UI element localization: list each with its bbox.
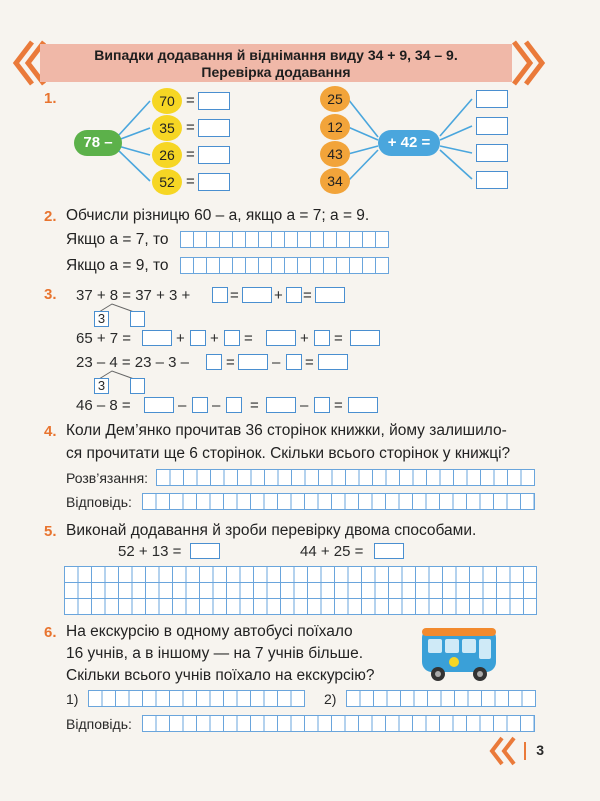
task-2-row1-label: Якщо a = 7, то bbox=[66, 231, 169, 248]
page-number-arrows bbox=[488, 736, 526, 766]
header-title-line2: Перевірка додавання bbox=[201, 64, 351, 80]
eq-sign: = bbox=[250, 397, 259, 414]
subtrahend-circle: 26 bbox=[152, 142, 182, 168]
task-5-grid[interactable] bbox=[64, 566, 537, 615]
task-5-text: Виконай додавання й зроби перевірку двома способами. bbox=[66, 522, 477, 539]
task-3-line3: 23 – 4 = 23 – 3 – bbox=[76, 354, 190, 371]
answer-grid[interactable] bbox=[142, 715, 535, 732]
page-number: 3 bbox=[536, 742, 544, 758]
task-3-line2: 65 + 7 = bbox=[76, 330, 132, 347]
answer-label: Відповідь: bbox=[66, 494, 132, 510]
answer-grid[interactable] bbox=[142, 493, 535, 510]
answer-box[interactable] bbox=[350, 330, 380, 346]
answer-box[interactable] bbox=[286, 354, 302, 370]
minus-sign: – bbox=[178, 397, 187, 414]
answer-box[interactable] bbox=[348, 397, 378, 413]
plus-sign: + bbox=[300, 330, 309, 347]
answer-box[interactable] bbox=[144, 397, 174, 413]
addend-circle: 12 bbox=[320, 114, 350, 140]
answer-box[interactable] bbox=[142, 330, 172, 346]
task-3-number: 3. bbox=[44, 286, 57, 303]
eq-sign: = bbox=[186, 146, 195, 163]
part-2-grid[interactable] bbox=[346, 690, 536, 707]
answer-box[interactable] bbox=[476, 117, 508, 135]
task-2-text: Обчисли різницю 60 – a, якщо a = 7; a = 9. bbox=[66, 207, 370, 224]
page-number-divider bbox=[524, 742, 526, 760]
part-2-label: 2) bbox=[324, 691, 337, 707]
answer-box[interactable] bbox=[286, 287, 302, 303]
answer-box[interactable] bbox=[226, 397, 242, 413]
part-1-grid[interactable] bbox=[88, 690, 305, 707]
answer-box[interactable] bbox=[314, 397, 330, 413]
answer-box[interactable] bbox=[242, 287, 272, 303]
solution-grid[interactable] bbox=[156, 469, 535, 486]
task-2-row2-grid[interactable] bbox=[180, 257, 389, 274]
add-42-pill: + 42 = bbox=[378, 130, 440, 156]
split-box[interactable] bbox=[130, 311, 145, 327]
task-6-text-line2: 16 учнів, а в іншому — на 7 учнів більше. bbox=[66, 645, 364, 662]
task-2-row1-grid[interactable] bbox=[180, 231, 389, 248]
eq-sign: = bbox=[305, 354, 314, 371]
answer-box[interactable] bbox=[476, 144, 508, 162]
solution-label: Розв’язання: bbox=[66, 470, 149, 486]
plus-sign: + bbox=[210, 330, 219, 347]
task-1-arrows bbox=[0, 0, 600, 200]
task-6-text-line1: На екскурсію в одному автобусі поїхало bbox=[66, 623, 353, 640]
eq-sign: = bbox=[334, 330, 343, 347]
task-1-number: 1. bbox=[44, 90, 57, 107]
answer-box[interactable] bbox=[190, 543, 220, 559]
task-2-row2-label: Якщо a = 9, то bbox=[66, 257, 169, 274]
task-5-expr1: 52 + 13 = bbox=[118, 543, 182, 560]
minuend-pill: 78 – bbox=[74, 130, 122, 156]
answer-box[interactable] bbox=[476, 171, 508, 189]
split-box[interactable] bbox=[130, 378, 145, 394]
minus-sign: – bbox=[212, 397, 221, 414]
answer-box[interactable] bbox=[198, 146, 230, 164]
eq-sign: = bbox=[244, 330, 253, 347]
answer-box[interactable] bbox=[206, 354, 222, 370]
eq-sign: = bbox=[186, 92, 195, 109]
answer-box[interactable] bbox=[318, 354, 348, 370]
task-3-line1: 37 + 8 = 37 + 3 + bbox=[76, 287, 191, 304]
answer-box[interactable] bbox=[192, 397, 208, 413]
task-4-text-line2: ся прочитати ще 6 сторінок. Скільки всього сторінок у книжці? bbox=[66, 445, 511, 462]
answer-box[interactable] bbox=[224, 330, 240, 346]
answer-box[interactable] bbox=[238, 354, 268, 370]
answer-box[interactable] bbox=[212, 287, 228, 303]
plus-sign: + bbox=[176, 330, 185, 347]
eq-sign: = bbox=[303, 287, 312, 304]
answer-box[interactable] bbox=[315, 287, 345, 303]
subtrahend-circle: 52 bbox=[152, 169, 182, 195]
answer-label: Відповідь: bbox=[66, 716, 132, 732]
answer-box[interactable] bbox=[198, 92, 230, 110]
bus-illustration bbox=[418, 622, 500, 684]
task-5-number: 5. bbox=[44, 523, 57, 540]
answer-box[interactable] bbox=[374, 543, 404, 559]
subtrahend-circle: 35 bbox=[152, 115, 182, 141]
minus-sign: – bbox=[272, 354, 281, 371]
task-4-number: 4. bbox=[44, 423, 57, 440]
task-4-text-line1: Коли Дем’янко прочитав 36 сторінок книжки, йому залишило- bbox=[66, 422, 507, 439]
plus-sign: + bbox=[274, 287, 283, 304]
addend-circle: 43 bbox=[320, 141, 350, 167]
task-6-number: 6. bbox=[44, 624, 57, 641]
answer-box[interactable] bbox=[198, 173, 230, 191]
answer-box[interactable] bbox=[314, 330, 330, 346]
eq-sign: = bbox=[334, 397, 343, 414]
task-2-number: 2. bbox=[44, 208, 57, 225]
task-3-line4: 46 – 8 = bbox=[76, 397, 131, 414]
addend-circle: 25 bbox=[320, 86, 350, 112]
task-6-text-line3: Скільки всього учнів поїхало на екскурсію? bbox=[66, 667, 375, 684]
eq-sign: = bbox=[186, 173, 195, 190]
header-title-line1: Випадки додавання й віднімання виду 34 + 9, 34 – 9. bbox=[94, 47, 458, 63]
addend-circle: 34 bbox=[320, 168, 350, 194]
subtrahend-circle: 70 bbox=[152, 88, 182, 114]
answer-box[interactable] bbox=[198, 119, 230, 137]
answer-box[interactable] bbox=[476, 90, 508, 108]
answer-box[interactable] bbox=[266, 330, 296, 346]
split-box-filled: 3 bbox=[94, 378, 109, 394]
task-5-expr2: 44 + 25 = bbox=[300, 543, 364, 560]
minus-sign: – bbox=[300, 397, 309, 414]
answer-box[interactable] bbox=[266, 397, 296, 413]
answer-box[interactable] bbox=[190, 330, 206, 346]
split-box-filled: 3 bbox=[94, 311, 109, 327]
eq-sign: = bbox=[230, 287, 239, 304]
eq-sign: = bbox=[186, 119, 195, 136]
part-1-label: 1) bbox=[66, 691, 79, 707]
eq-sign: = bbox=[226, 354, 235, 371]
